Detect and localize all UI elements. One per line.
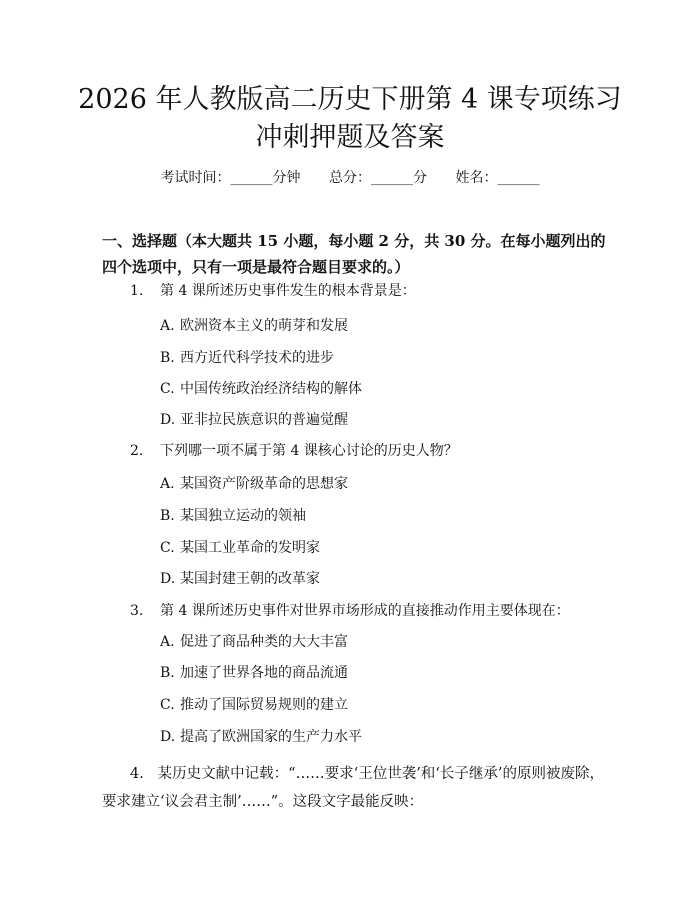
- option-letter: A.: [160, 318, 175, 334]
- option-text: 推动了国际贸易规则的建立: [180, 697, 348, 713]
- option: [160, 316, 348, 336]
- question-number: 3.: [130, 603, 144, 619]
- option-text: 中国传统政治经济结构的解体: [180, 381, 362, 397]
- option-text: 某国封建王朝的改革家: [180, 571, 320, 587]
- option-letter: B.: [160, 350, 175, 366]
- option-text: 西方近代科学技术的进步: [180, 350, 334, 366]
- question-3: [130, 596, 600, 626]
- option-text: 亚非拉民族意识的普遍觉醒: [180, 412, 348, 428]
- question-number: 2.: [130, 443, 144, 459]
- option-letter: D.: [160, 571, 176, 587]
- question-2: [130, 436, 600, 466]
- option: [160, 632, 348, 652]
- option-letter: C.: [160, 381, 175, 397]
- option-text: 提高了欧洲国家的生产力水平: [180, 729, 362, 745]
- exam-info: [0, 168, 700, 188]
- option-letter: B.: [160, 665, 175, 681]
- option-letter: C.: [160, 540, 175, 556]
- option-letter: D.: [160, 729, 176, 745]
- question-4: [102, 760, 607, 816]
- document-title-line2: 冲刺押题及答案: [255, 122, 445, 153]
- exam-name: 姓名：______: [455, 170, 540, 186]
- question-number: 4.: [130, 766, 144, 782]
- section-heading: 一、选择题（本大题共 15 小题，每小题 2 分，共 30 分。在每小题列出的四个选项中，只有一项是最符合题目要求的。）: [102, 232, 606, 276]
- option-letter: C.: [160, 697, 175, 713]
- option: [160, 410, 348, 430]
- option: [160, 569, 320, 589]
- option: [160, 379, 362, 399]
- option-letter: B.: [160, 508, 175, 524]
- option-text: 某国资产阶级革命的思想家: [180, 476, 348, 492]
- option-text: 某国独立运动的领袖: [180, 508, 306, 524]
- option-text: 某国工业革命的发明家: [180, 540, 320, 556]
- question-number: 1.: [130, 283, 144, 299]
- option-text: 欧洲资本主义的萌芽和发展: [180, 318, 348, 334]
- option: [160, 663, 348, 683]
- question-text: 第 4 课所述历史事件对世界市场形成的直接推动作用主要体现在：: [160, 603, 570, 619]
- question-1: [130, 276, 600, 306]
- option-letter: A.: [160, 634, 175, 650]
- option-text: 促进了商品种类的大大丰富: [180, 634, 348, 650]
- exam-score: 总分：______分: [329, 170, 427, 186]
- option: [160, 695, 348, 715]
- option: [160, 348, 334, 368]
- option-letter: D.: [160, 412, 176, 428]
- question-text: 第 4 课所述历史事件发生的根本背景是：: [160, 283, 416, 299]
- question-text: 某历史文献中记载：“……要求‘王位世袭’和‘长子继承’的原则被废除，要求建立‘议会君主制’……”。这段文字最能反映：: [102, 766, 605, 810]
- question-text: 下列哪一项不属于第 4 课核心讨论的历史人物？: [160, 443, 458, 459]
- option-letter: A.: [160, 476, 175, 492]
- option: [160, 727, 362, 747]
- option: [160, 506, 306, 526]
- option: [160, 538, 320, 558]
- option: [160, 474, 348, 494]
- exam-time: 考试时间：______分钟: [160, 170, 301, 186]
- option-text: 加速了世界各地的商品流通: [180, 665, 348, 681]
- document-title-line1: 2026 年人教版高二历史下册第 4 课专项练习: [78, 84, 622, 115]
